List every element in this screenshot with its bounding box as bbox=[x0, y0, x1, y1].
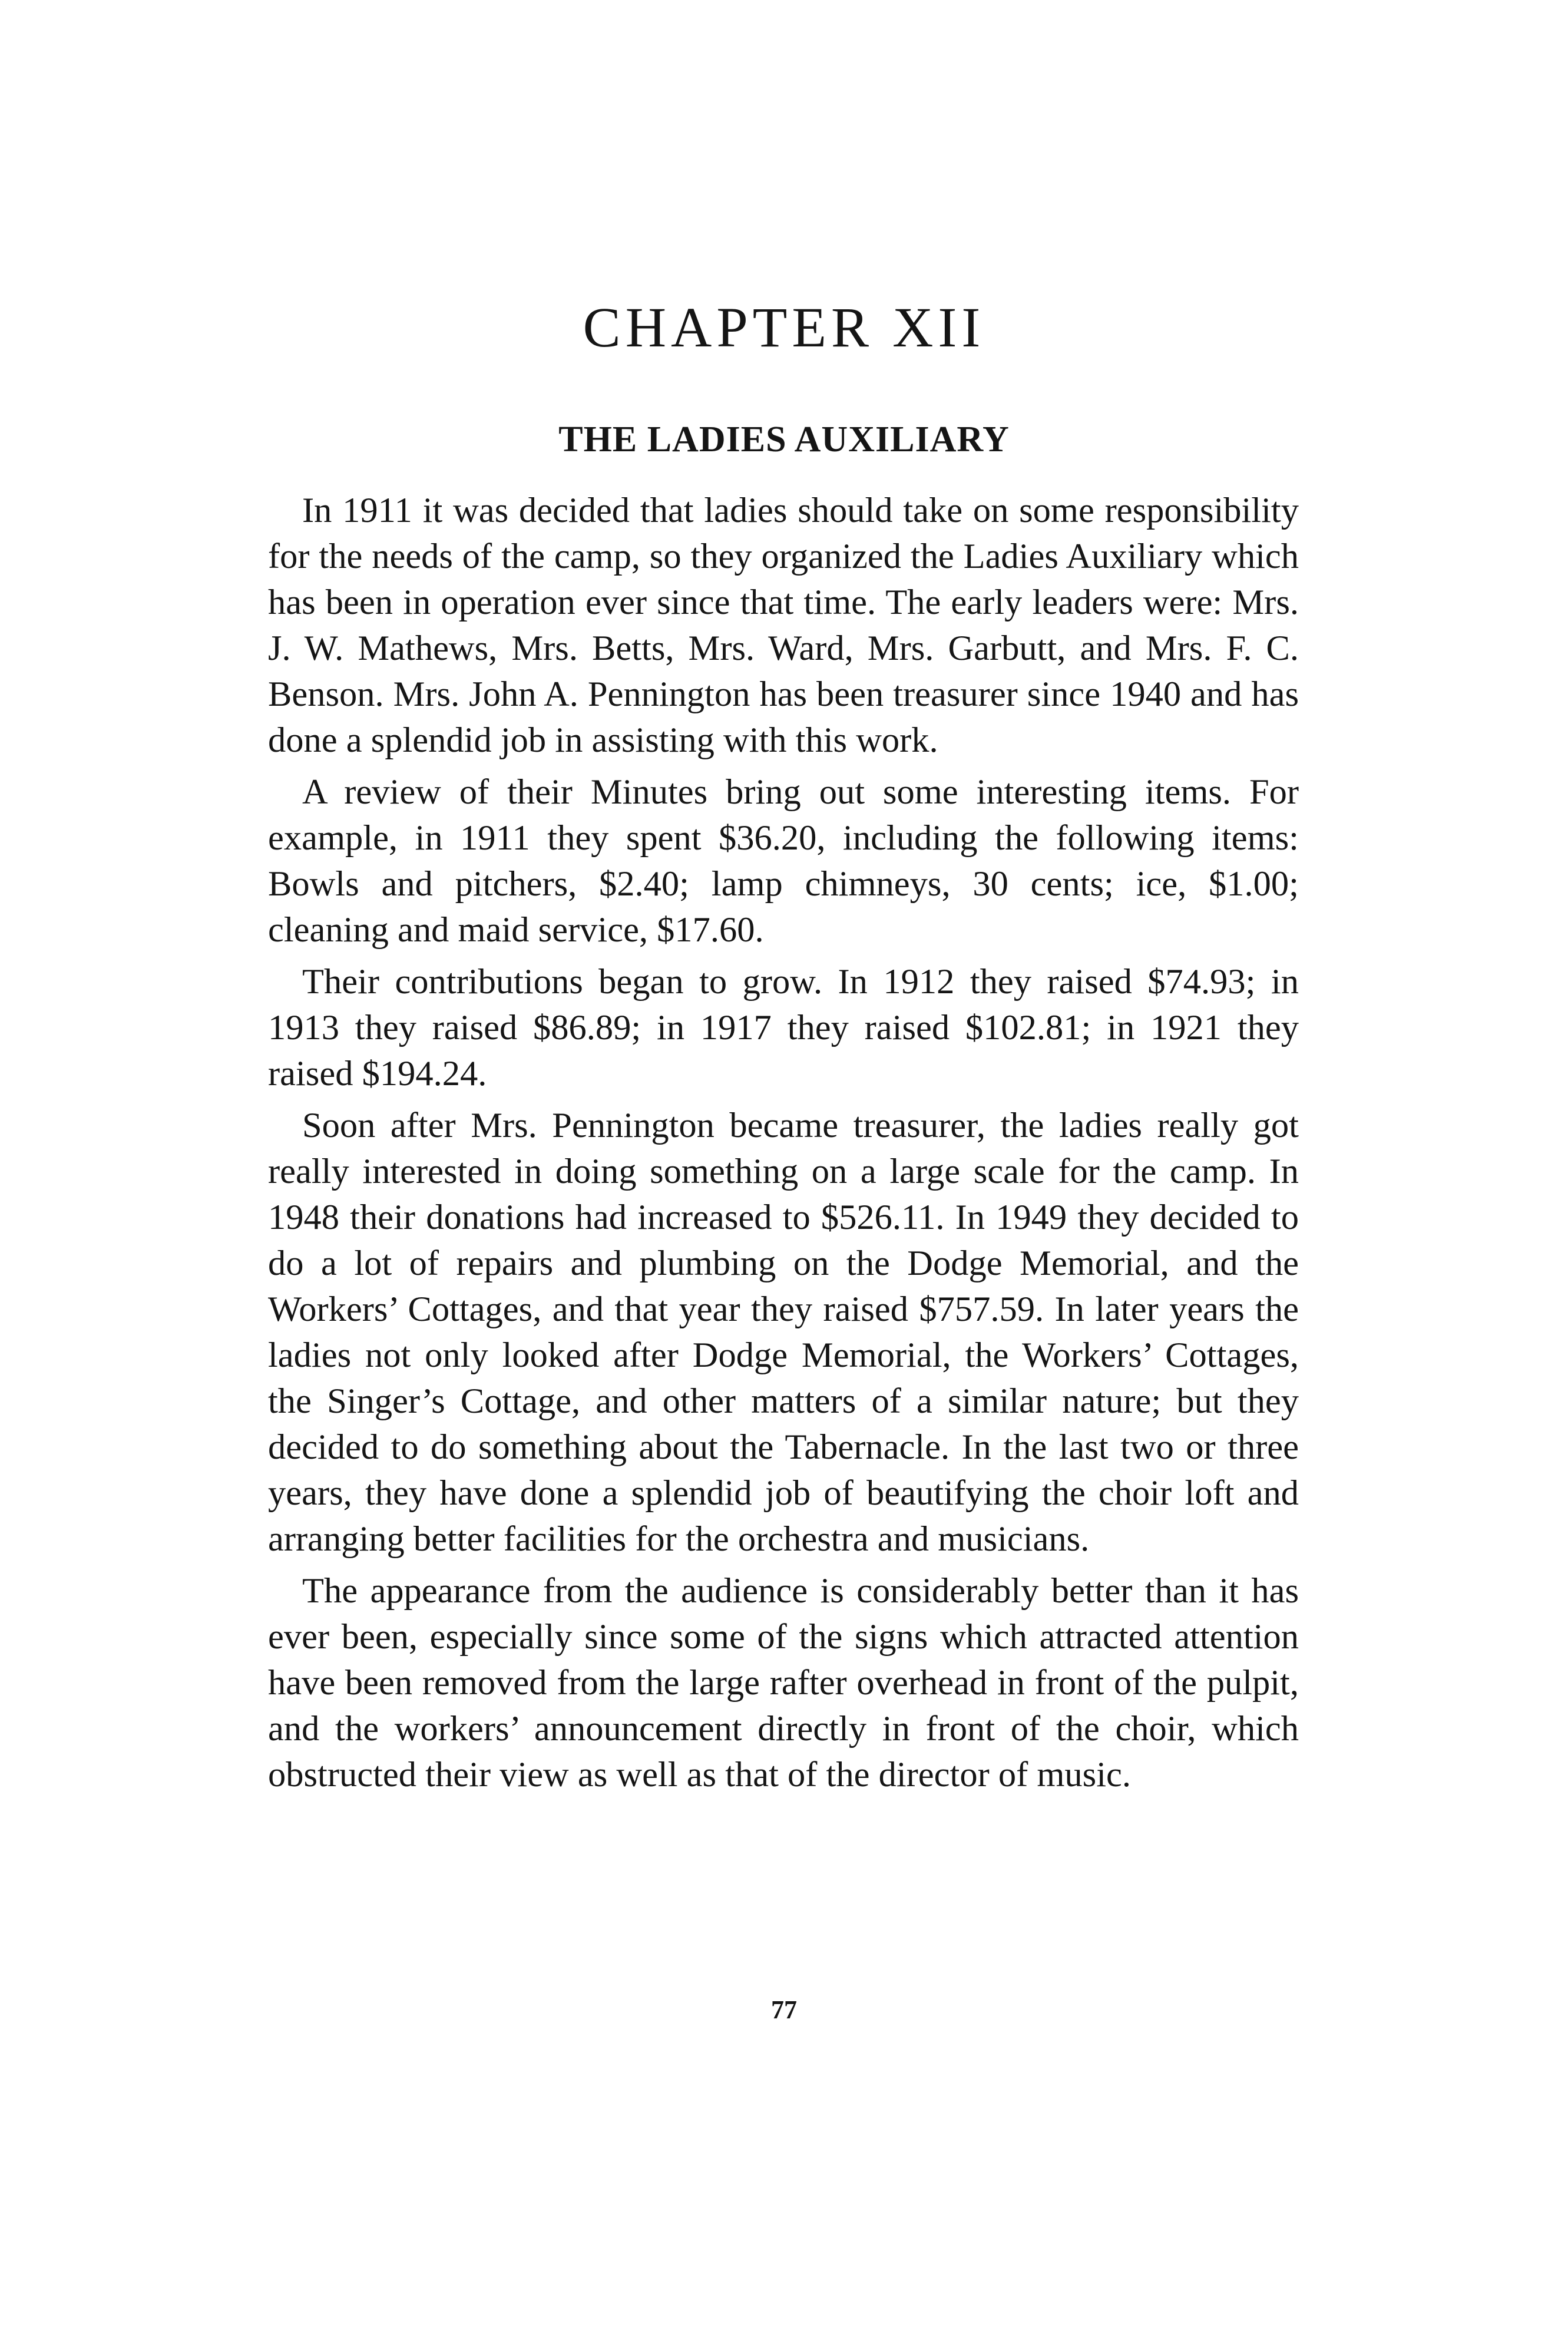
body-text bbox=[268, 488, 1299, 1798]
paragraph-contributions: Their contributions began to grow. In 1912 they raised $74.93; in 1913 they raised $86.89; in 1917 they raised $102.81; in 1921 they raised $194.24. bbox=[268, 962, 1299, 1093]
paragraph-intro: In 1911 it was decided that ladies should take on some responsibility for the needs of the camp, so they organized the Ladies Auxiliary which has been in operation ever since that time. The early leaders were: Mrs. J. W. Mathews, Mrs. Betts, Mrs. Ward, Mrs. Garbutt, and Mrs. F. C. Benson. Mrs. John A. Pennington has been treasurer since 1940 and has done a splendid job in assisting with this work. bbox=[268, 491, 1299, 760]
section-heading: THE LADIES AUXILIARY bbox=[558, 419, 1010, 460]
page-number: 77 bbox=[771, 1995, 797, 2024]
paragraph-minutes-review: A review of their Minutes bring out some interesting items. For example, in 1911 they spent $36.20, including the following items: Bowls and pitchers, $2.40; lamp chimneys, 30 cents; ice, $1.00; cleaning and maid service, $17.60. bbox=[268, 772, 1299, 950]
paragraph-appearance: The appearance from the audience is considerably better than it has ever been, especially since some of the signs which attracted attention have been removed from the large rafter overhead in front of the pulpit, and the workers’ announcement directly in front of the choir, which obstructed their view as well as that of the director of music. bbox=[268, 1571, 1299, 1794]
paragraph-pennington-treasurer: Soon after Mrs. Pennington became treasurer, the ladies really got really interested in doing something on a large scale for the camp. In 1948 their donations had increased to $526.11. In 1949 they decided to do a lot of repairs and plumbing on the Dodge Memorial, and the Workers’ Cottages, and that year they raised $757.59. In later years the ladies not only looked after Dodge Memorial, the Workers’ Cottages, the Singer’s Cottage, and other matters of a similar nature; but they decided to do something about the Tabernacle. In the last two or three years, they have done a splendid job of beautifying the choir loft and arranging better facilities for the orchestra and musicians. bbox=[268, 1106, 1299, 1559]
chapter-title: CHAPTER XII bbox=[583, 296, 985, 359]
